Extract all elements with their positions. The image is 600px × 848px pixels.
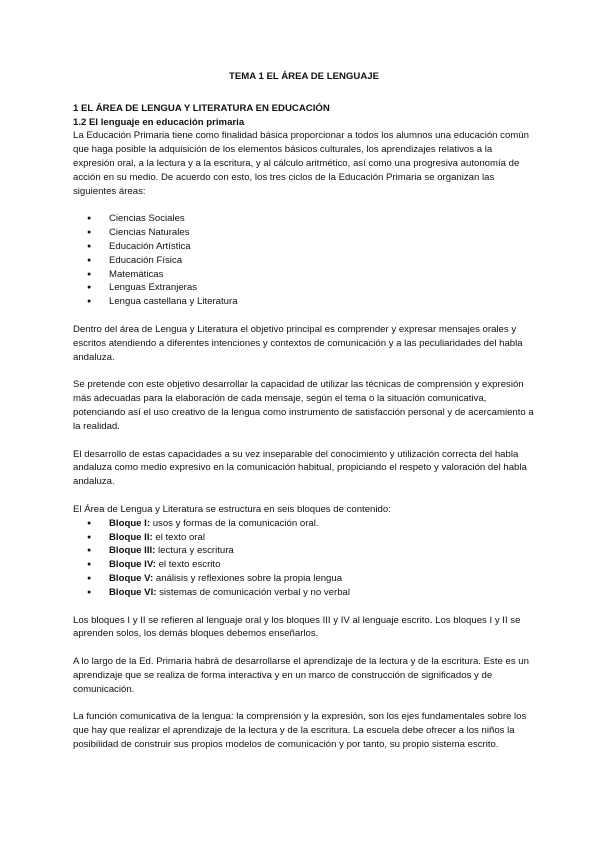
section-heading: 1 EL ÁREA DE LENGUA Y LITERATURA EN EDUCACIÓN bbox=[73, 102, 330, 114]
list-item bbox=[73, 586, 535, 600]
block-text: el texto escrito bbox=[155, 559, 221, 571]
paragraph-blocks-summary: Los bloques I y II se refieren al lenguaje oral y los bloques III y IV al lenguaje escrito. Los bloques I y II se aprenden solos, los demás bloques debemos enseñarlos. bbox=[73, 614, 521, 640]
document-page bbox=[73, 70, 535, 766]
list-item: ● Lengua castellana y Literatura bbox=[73, 295, 535, 309]
list-item: ● Educación Física bbox=[73, 254, 535, 268]
areas-list bbox=[73, 212, 535, 309]
block-label: Bloque V: bbox=[109, 572, 154, 584]
block-text: lectura y escritura bbox=[155, 545, 234, 557]
list-item: ● Ciencias Naturales bbox=[73, 226, 535, 240]
list-item: ● Educación Artística bbox=[73, 240, 535, 254]
list-item bbox=[73, 558, 535, 572]
list-item: ● Ciencias Sociales bbox=[73, 212, 535, 226]
block-label: Bloque VI: bbox=[109, 586, 157, 598]
block-label: Bloque II: bbox=[109, 531, 153, 543]
block-label: Bloque IV: bbox=[109, 559, 156, 571]
block-text: usos y formas de la comunicación oral. bbox=[150, 517, 319, 529]
subsection-heading: 1.2 El lenguaje en educación primaria bbox=[73, 116, 245, 128]
intro-paragraph: La Educación Primaria tiene como finalidad básica proporcionar a todos los alumnos una educación común que haga posible la adquisición de los elementos básicos culturales, los aprendizajes relativos a la expresión oral, a la lectura y a la escritura, y al cálculo aritmético, así como una progresiva autonomía de acción en su medio. De acuerdo con esto, los tres ciclos de la Educación Primaria se organizan las siguientes áreas: bbox=[73, 130, 529, 197]
document-title: TEMA 1 EL ÁREA DE LENGUAJE bbox=[229, 71, 379, 82]
list-item bbox=[73, 517, 535, 531]
block-text: el texto oral bbox=[152, 531, 205, 543]
list-item bbox=[73, 572, 535, 586]
list-item: ● Lenguas Extranjeras bbox=[73, 281, 535, 295]
paragraph-objective: Dentro del área de Lengua y Literatura el objetivo principal es comprender y expresar mensajes orales y escritos atendiendo a diferentes intenciones y contextos de comunicación y a las peculiaridades del habla andaluza. bbox=[73, 323, 523, 363]
paragraph-capacity: Se pretende con este objetivo desarrollar la capacidad de utilizar las técnicas de comprensión y expresión más adecuadas para la elaboración de cada mensaje, según el tema o la situación comunicativa, potenciando así el uso creativo de la lengua como instrumento de satisfacción personal y de acercamiento a la realidad. bbox=[73, 379, 534, 432]
block-text: análisis y reflexiones sobre la propia lengua bbox=[153, 572, 343, 584]
block-text: sistemas de comunicación verbal y no verbal bbox=[156, 586, 351, 598]
paragraph-learning: A lo largo de la Ed. Primaria habrá de desarrollarse el aprendizaje de la lectura y de la escritura. Este es un aprendizaje que se realiza de forma interactiva y en un marco de construcción de significados y de comunicación. bbox=[73, 656, 529, 695]
paragraph-andalusian-speech: El desarrollo de estas capacidades a su vez inseparable del conocimiento y utilización correcta del habla andaluza como medio expresivo en la comunicación habitual, propiciando el respeto y valoración del habla andaluza. bbox=[73, 448, 527, 488]
block-label: Bloque III: bbox=[109, 545, 156, 557]
list-item bbox=[73, 544, 535, 558]
paragraph-communicative-function: La función comunicativa de la lengua: la comprensión y la expresión, son los ejes fundamentales sobre los que hay que realizar el aprendizaje de la lectura y de la escritura. La escuela debe ofrecer a los niños la posibilidad de construir sus propios modelos de comunicación y por tanto, su propio sistema escrito. bbox=[73, 711, 527, 751]
list-item: ● Matemáticas bbox=[73, 268, 535, 282]
blocks-list bbox=[73, 517, 535, 600]
block-label: Bloque I: bbox=[109, 517, 151, 529]
list-item bbox=[73, 531, 535, 545]
blocks-intro: El Área de Lengua y Literatura se estructura en seis bloques de contenido: bbox=[73, 503, 391, 515]
